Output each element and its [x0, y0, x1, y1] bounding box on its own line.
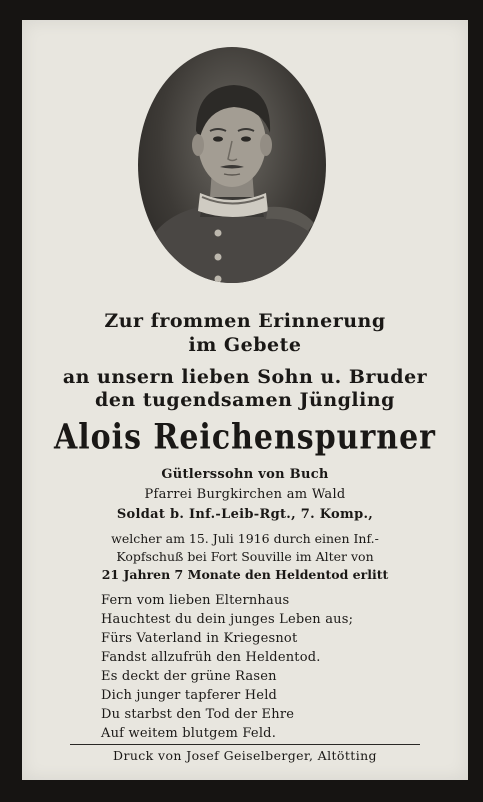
- poem-line: Fandst allzufrüh den Heldentod.: [101, 650, 321, 665]
- heading-line-2: im Gebete: [188, 334, 302, 356]
- dedication-line-2: den tugendsamen Jüngling: [95, 389, 395, 411]
- unit-line: Soldat b. Inf.-Leib-Rgt., 7. Komp.,: [116, 507, 374, 522]
- parish-line: Pfarrei Burgkirchen am Wald: [144, 487, 346, 502]
- death-line-1: welcher am 15. Juli 1916 durch einen Inf.-: [111, 531, 379, 546]
- poem-line: Es deckt der grüne Rasen: [101, 669, 277, 684]
- footer-divider: [70, 744, 420, 745]
- printer-credit: Druck von Josef Geiselberger, Altötting: [113, 748, 377, 763]
- death-line-2: Kopfschuß bei Fort Souville im Alter von: [116, 549, 374, 564]
- portrait-illustration: [138, 47, 326, 283]
- memorial-card: [22, 20, 468, 780]
- poem-line: Dich junger tapferer Held: [101, 688, 278, 703]
- dedication-line-1: an unsern lieben Sohn u. Bruder: [62, 366, 428, 388]
- origin-line: Gütlerssohn von Buch: [161, 467, 329, 482]
- poem-line: Auf weitem blutgem Feld.: [101, 726, 277, 741]
- poem-line: Du starbst den Tod der Ehre: [101, 707, 295, 722]
- heading-line-1: Zur frommen Erinnerung: [104, 310, 386, 332]
- poem-line: Fürs Vaterland in Kriegesnot: [101, 631, 298, 646]
- deceased-name: Alois Reichenspurner: [54, 417, 436, 458]
- poem-line: Hauchtest du dein junges Leben aus;: [101, 612, 354, 627]
- soldier-portrait-photo: [138, 47, 326, 283]
- death-line-3: 21 Jahren 7 Monate den Heldentod erlitt: [101, 567, 389, 582]
- poem-line: Fern vom lieben Elternhaus: [101, 593, 290, 608]
